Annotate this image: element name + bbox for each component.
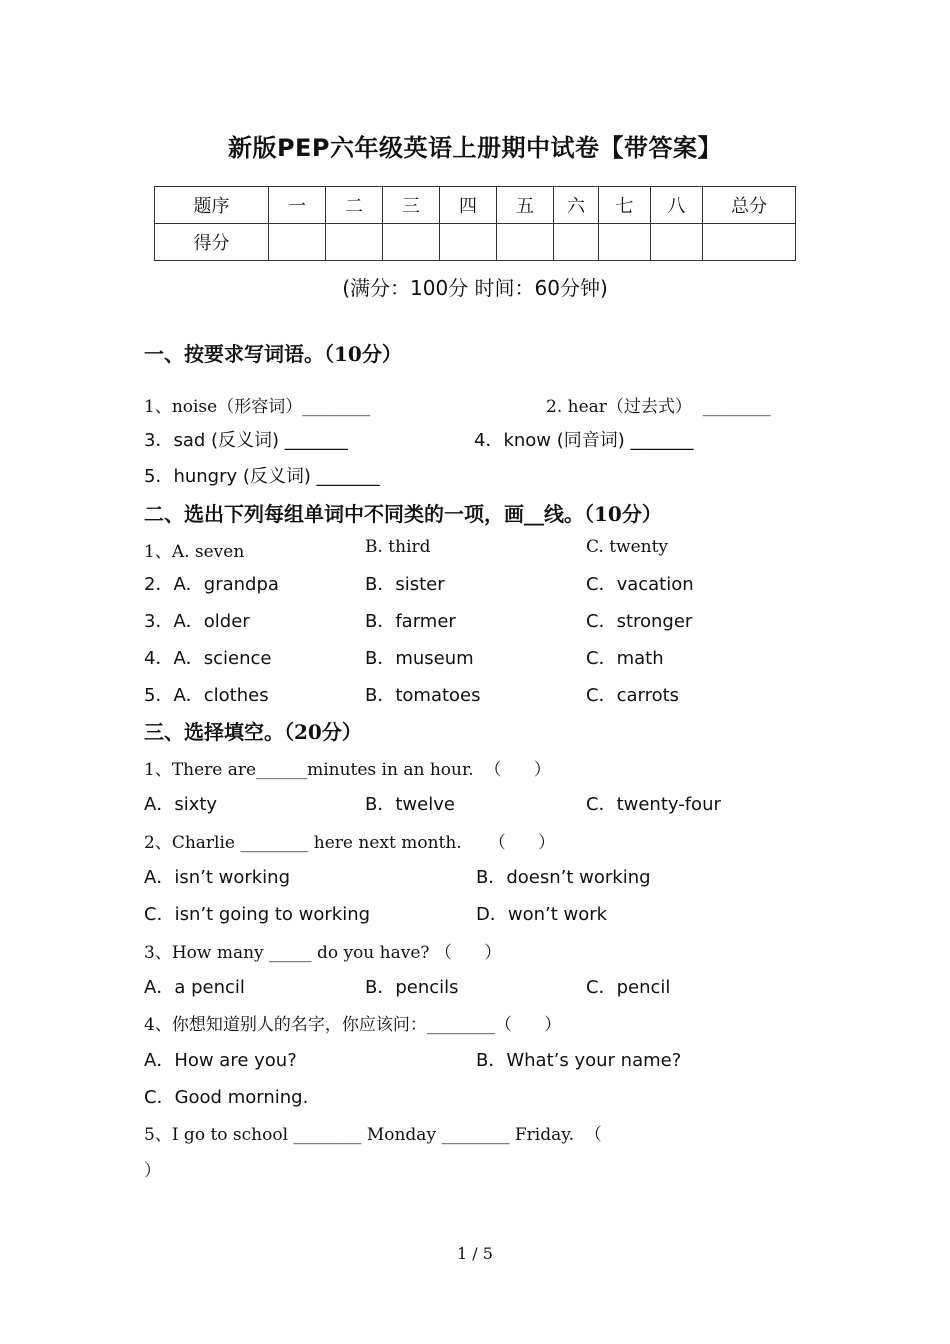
- score-table-header-cell: 七: [599, 187, 651, 224]
- section2-row2-a: 2．A．grandpa: [144, 574, 279, 595]
- section1-q2: 2. hear（过去式） ________: [546, 397, 771, 417]
- section3-q2-option-d: D．won’t work: [476, 904, 608, 925]
- score-cell[interactable]: [383, 224, 440, 261]
- score-table-header-cell: 八: [651, 187, 703, 224]
- score-table-header-cell: 一: [269, 187, 326, 224]
- section2-row5-a: 5．A．clothes: [144, 685, 269, 706]
- score-table-header-cell: 六: [554, 187, 599, 224]
- section3-q1: 1、There are______minutes in an hour. （ ）: [144, 760, 551, 780]
- section2-row5-b: B．tomatoes: [365, 685, 481, 706]
- section2-row1-c: C. twenty: [586, 537, 669, 557]
- score-cell[interactable]: [326, 224, 383, 261]
- score-table-header-cell: 五: [497, 187, 554, 224]
- score-table-score-row: [155, 224, 796, 261]
- section1-q5: 5．hungry (反义词) _______: [144, 466, 380, 487]
- section2-row4-b: B．museum: [365, 648, 474, 669]
- score-table-header-row: [155, 187, 796, 224]
- page-title: 新版PEP六年级英语上册期中试卷【带答案】: [227, 134, 723, 162]
- section3-q3-option-a: A．a pencil: [144, 977, 245, 998]
- section2-row4-a: 4．A．science: [144, 648, 272, 669]
- section1-q4: 4．know (同音词) _______: [474, 430, 694, 451]
- score-cell[interactable]: [440, 224, 497, 261]
- section3-q1-option-b: B．twelve: [365, 794, 455, 815]
- section3-q1-option-c: C．twenty-four: [586, 794, 721, 815]
- section3-q4-option-a: A．How are you?: [144, 1050, 297, 1071]
- score-table-header-cell: 二: [326, 187, 383, 224]
- section3-q5-close-paren: ）: [144, 1161, 161, 1181]
- section2-row1-b: B. third: [365, 537, 431, 557]
- section2-row3-b: B．farmer: [365, 611, 456, 632]
- score-table-header-cell: 总分: [703, 187, 796, 224]
- section3-q4-option-c: C．Good morning.: [144, 1087, 309, 1108]
- score-cell[interactable]: [554, 224, 599, 261]
- section3-q3: 3、How many _____ do you have? （ ）: [144, 943, 502, 963]
- score-cell[interactable]: [703, 224, 796, 261]
- section1-q3: 3．sad (反义词) _______: [144, 430, 348, 451]
- section3-q4: 4、你想知道别人的名字，你应该问：________（ ）: [144, 1015, 562, 1035]
- section3-q3-option-c: C．pencil: [586, 977, 671, 998]
- section2-row5-c: C．carrots: [586, 685, 680, 706]
- section3-q2: 2、Charlie ________ here next month. （ ）: [144, 833, 556, 853]
- section2-row3-a: 3．A．older: [144, 611, 250, 632]
- score-table-header-cell: 题序: [155, 187, 269, 224]
- section3-heading: 三、选择填空。（20分）: [144, 720, 362, 744]
- score-cell[interactable]: [269, 224, 326, 261]
- section2-row2-c: C．vacation: [586, 574, 694, 595]
- section3-q3-option-b: B．pencils: [365, 977, 459, 998]
- section3-q2-option-b: B．doesn’t working: [476, 867, 651, 888]
- section2-row1-a: 1、A. seven: [144, 542, 245, 562]
- section2-row2-b: B．sister: [365, 574, 445, 595]
- score-table: [154, 186, 796, 261]
- section3-q2-option-c: C．isn’t going to working: [144, 904, 371, 925]
- section2-row4-c: C．math: [586, 648, 664, 669]
- section1-heading: 一、按要求写词语。（10分）: [144, 342, 402, 366]
- score-table-header-cell: 四: [440, 187, 497, 224]
- exam-meta: (满分：100分 时间：60分钟): [342, 276, 608, 300]
- score-cell[interactable]: [651, 224, 703, 261]
- section2-row3-c: C．stronger: [586, 611, 693, 632]
- section3-q5: 5、I go to school ________ Monday ________ Friday. （: [144, 1125, 602, 1145]
- score-cell[interactable]: [497, 224, 554, 261]
- section1-q1: 1、noise（形容词）________: [144, 397, 371, 417]
- page-number: 1 / 5: [457, 1244, 493, 1263]
- section2-heading: 二、选出下列每组单词中不同类的一项，画__线。（10分）: [144, 502, 662, 526]
- score-table-header-cell: 三: [383, 187, 440, 224]
- section3-q1-option-a: A．sixty: [144, 794, 218, 815]
- section3-q4-option-b: B．What’s your name?: [476, 1050, 682, 1071]
- score-cell[interactable]: [599, 224, 651, 261]
- section3-q2-option-a: A．isn’t working: [144, 867, 290, 888]
- score-row-label: 得分: [155, 224, 269, 261]
